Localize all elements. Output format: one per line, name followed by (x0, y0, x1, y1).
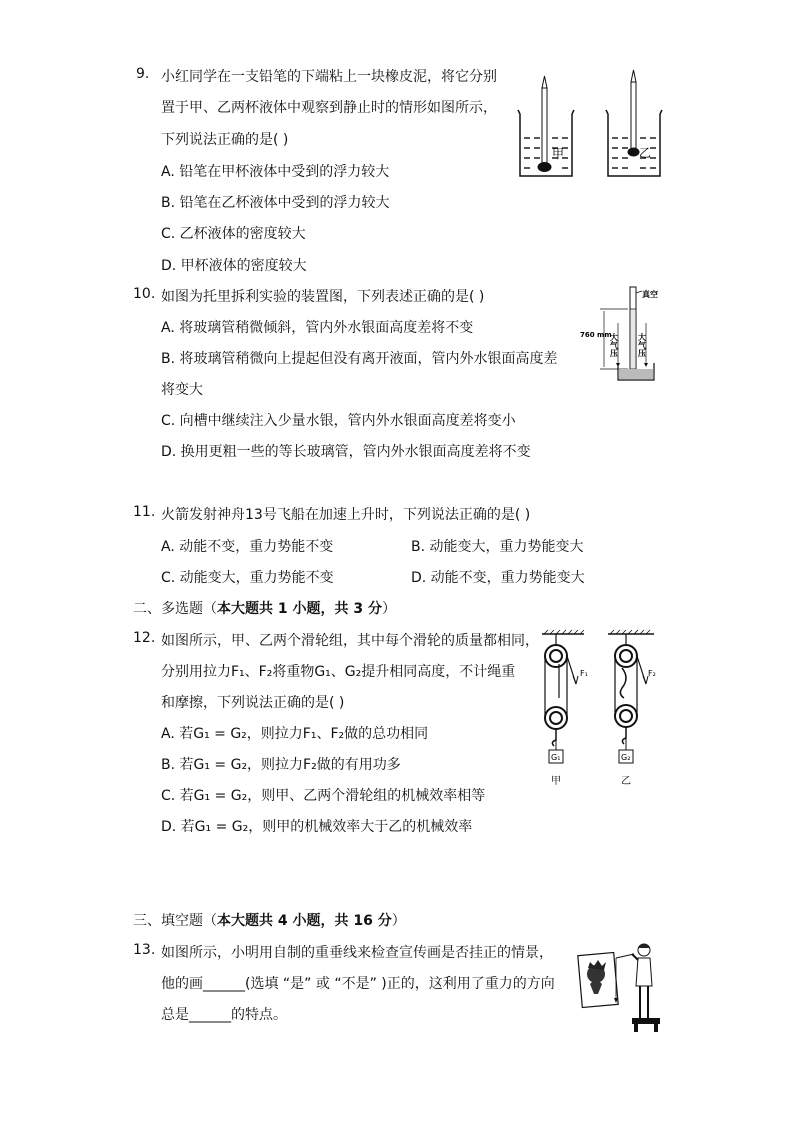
force-f1-label: F₁ (580, 669, 588, 678)
weight-g2-label: G₂ (621, 753, 631, 762)
q10-option-a: A. 将玻璃管稍微倾斜，管内外水银面高度差将不变 (161, 320, 474, 336)
q11-number: 11. (133, 504, 156, 520)
q10-option-b-cont: 将变大 (161, 382, 203, 398)
q12-number: 12. (133, 630, 156, 646)
pulley-yi-label: 乙 (621, 776, 631, 787)
q12-stem-line2: 分别用拉力F₁、F₂将重物G₁、G₂提升相同高度，不计绳重 (161, 664, 516, 680)
q9-number: 9. (136, 66, 150, 82)
q9-option-a: A. 铅笔在甲杯液体中受到的浮力较大 (161, 164, 390, 180)
q9-option-c: C. 乙杯液体的密度较大 (161, 226, 306, 242)
height-760-label: 760 mm (580, 331, 612, 339)
pulley-jia-label: 甲 (551, 776, 561, 787)
q13-stem-line1: 如图所示，小明用自制的重垂线来检查宣传画是否挂正的情景， (161, 945, 553, 961)
q9-beakers-figure (512, 66, 672, 182)
q12-option-c: C. 若G₁ = G₂，则甲、乙两个滑轮组的机械效率相等 (161, 788, 486, 804)
q12-option-b: B. 若G₁ = G₂，则拉力F₂做的有用功多 (161, 757, 401, 773)
atm-label-left: 大气压 (609, 333, 619, 357)
q11-option-d: D. 动能不变，重力势能变大 (411, 570, 585, 586)
q10-option-c: C. 向槽中继续注入少量水银，管内外水银面高度差将变小 (161, 413, 516, 429)
beaker-yi-label: 乙 (639, 146, 652, 160)
q12-option-a: A. 若G₁ = G₂，则拉力F₁、F₂做的总功相同 (161, 726, 429, 742)
q9-option-b: B. 铅笔在乙杯液体中受到的浮力较大 (161, 195, 390, 211)
q11-option-c: C. 动能变大，重力势能不变 (161, 570, 334, 586)
q11-option-a: A. 动能不变，重力势能不变 (161, 539, 334, 555)
section-multiple-choice-heading: 二、多选题（本大题共 1 小题，共 3 分） (133, 601, 396, 617)
q12-stem-line1: 如图所示，甲、乙两个滑轮组，其中每个滑轮的质量都相同， (161, 633, 539, 649)
q12-stem-line3: 和摩擦，下列说法正确的是( ) (161, 695, 345, 711)
weight-g1-label: G₁ (551, 753, 561, 762)
q10-option-d: D. 换用更粗一些的等长玻璃管，管内外水银面高度差将不变 (161, 444, 531, 460)
q13-stem-line2: 他的画______(选填 “是” 或 “不是” )正的，这利用了重力的方向 (161, 976, 555, 992)
q13-number: 13. (133, 942, 156, 958)
q9-stem-line1: 小红同学在一支铅笔的下端粘上一块橡皮泥，将它分别 (161, 69, 497, 85)
force-f2-label: F₂ (648, 669, 656, 678)
q12-pulley-figure (536, 628, 666, 790)
q9-stem-line2: 置于甲、乙两杯液体中观察到静止时的情形如图所示， (161, 100, 497, 116)
q9-option-d: D. 甲杯液体的密度较大 (161, 258, 307, 274)
q10-stem: 如图为托里拆利实验的装置图，下列表述正确的是( ) (161, 289, 485, 305)
q9-stem-line3: 下列说法正确的是( ) (161, 132, 289, 148)
q12-option-d: D. 若G₁ = G₂，则甲的机械效率大于乙的机械效率 (161, 819, 473, 835)
beaker-jia-label: 甲 (552, 147, 565, 161)
beaker-yi (606, 70, 662, 176)
q11-option-b: B. 动能变大，重力势能变大 (411, 539, 584, 555)
atm-label-right: 大气压 (637, 333, 647, 357)
q10-option-b: B. 将玻璃管稍微向上提起但没有离开液面，管内外水银面高度差 (161, 351, 558, 367)
q10-torricelli-figure (578, 283, 668, 383)
q13-stem-line3: 总是______的特点。 (161, 1007, 287, 1023)
vacuum-label: 真空 (642, 290, 658, 299)
q11-stem: 火箭发射神舟13号飞船在加速上升时，下列说法正确的是( ) (161, 507, 531, 523)
section-fill-in-heading: 三、填空题（本大题共 4 小题，共 16 分） (133, 913, 406, 929)
q13-plumb-line-figure (576, 940, 666, 1034)
beaker-jia (518, 76, 574, 176)
q10-number: 10. (133, 286, 156, 302)
